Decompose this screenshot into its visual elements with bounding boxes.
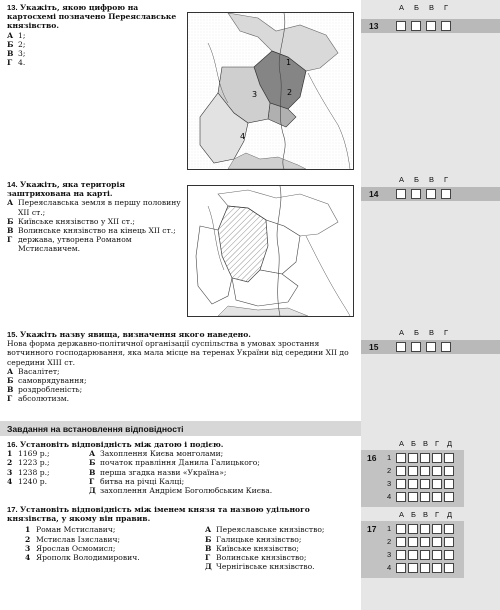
grid-cell[interactable] — [408, 563, 418, 573]
answer-cell-a[interactable] — [396, 21, 406, 31]
question-15 — [7, 330, 352, 404]
grid-cell[interactable] — [396, 524, 406, 534]
answer-cell-b[interactable] — [411, 342, 421, 352]
map-label-1: 1 — [286, 58, 292, 67]
grid-cell[interactable] — [444, 550, 454, 560]
grid-cell[interactable] — [432, 453, 442, 463]
grid-cell[interactable] — [420, 466, 430, 476]
grid-cell[interactable] — [408, 550, 418, 560]
question-number: 14. — [7, 180, 18, 189]
option-a: А Васалітет; — [7, 366, 60, 376]
question-14 — [7, 180, 182, 254]
question-text: Укажіть, яка територія заштрихована на карті. — [7, 180, 125, 199]
answer-cell-b[interactable] — [411, 21, 421, 31]
question-number: 13. — [7, 3, 18, 12]
left-column: 1 1169 р.; 2 1223 р.; 3 1238 р.; 4 1240 р. — [7, 449, 50, 486]
answer-row-15: 15 — [361, 340, 500, 354]
right-column: А Захоплення Києва монголами; Б початок правління Данила Галицького; В перша згадка назви «Україна»; Г битва на річці Калці; Д захоплення Андрієм Боголюбським Києва. — [89, 449, 273, 496]
answer-row-14: 14 — [361, 187, 500, 201]
grid-cell[interactable] — [420, 479, 430, 489]
answer-row-13: 13 — [361, 19, 500, 33]
question-number: 15. — [7, 330, 18, 339]
grid-cell[interactable] — [396, 466, 406, 476]
grid-cell[interactable] — [444, 537, 454, 547]
question-text: Укажіть назву явища, визначення якого наведено. — [19, 330, 251, 339]
question-number: 17. — [7, 505, 18, 514]
option-d: Г 4. — [7, 58, 26, 68]
map-13 — [187, 12, 354, 170]
grid-cell[interactable] — [408, 537, 418, 547]
section-header: Завдання на встановлення відповідності — [0, 421, 361, 436]
question-text: Установіть відповідність між іменем князя та назвою удільного князівства, у якому він правив. — [7, 505, 310, 524]
grid-cell[interactable] — [432, 479, 442, 489]
grid-cell[interactable] — [420, 550, 430, 560]
answer-cell-d[interactable] — [441, 342, 451, 352]
option-b: Б Київське князівство у XII ст.; — [7, 216, 135, 226]
grid-cell[interactable] — [396, 453, 406, 463]
question-number: 16. — [7, 440, 18, 449]
question-16 — [7, 440, 352, 495]
grid-cell[interactable] — [444, 466, 454, 476]
option-a: А Переяславська земля в першу половину XII ст.; — [7, 198, 181, 217]
grid-17: 17 1 2 3 4 — [361, 521, 464, 578]
match-columns — [7, 525, 357, 571]
answer-cell-a[interactable] — [396, 189, 406, 199]
grid-cell[interactable] — [408, 453, 418, 463]
answer-cell-c[interactable] — [426, 21, 436, 31]
grid-cell[interactable] — [396, 550, 406, 560]
grid-cell[interactable] — [432, 537, 442, 547]
grid-cell[interactable] — [444, 492, 454, 502]
grid-cell[interactable] — [432, 466, 442, 476]
grid-cell[interactable] — [444, 524, 454, 534]
option-c: В Волинське князівство на кінець XII ст.; — [7, 226, 176, 236]
grid-cell[interactable] — [396, 479, 406, 489]
answer-cell-d[interactable] — [441, 21, 451, 31]
map-14 — [187, 185, 354, 317]
map-label-2: 2 — [287, 88, 293, 97]
grid-cell[interactable] — [420, 524, 430, 534]
right-column: А Переяславське князівство; Б Галицьке князівство; В Київське князівство; Г Волинське князівство; Д Чернігівське князівство. — [205, 525, 325, 572]
grid-cell[interactable] — [432, 550, 442, 560]
grid-cell[interactable] — [420, 453, 430, 463]
question-17 — [7, 505, 357, 571]
option-a: А 1; — [7, 30, 26, 40]
option-b: Б 2; — [7, 39, 26, 49]
grid-cell[interactable] — [444, 563, 454, 573]
grid-cell[interactable] — [396, 537, 406, 547]
answer-grid-17: А Б В Г Д 17 1 2 3 4 — [361, 508, 500, 580]
grid-cell[interactable] — [420, 492, 430, 502]
grid-cell[interactable] — [444, 453, 454, 463]
grid-cell[interactable] — [408, 466, 418, 476]
option-c: В 3; — [7, 49, 26, 59]
map-13-drawing — [188, 13, 353, 169]
grid-16: 16 1 2 3 4 — [361, 450, 464, 507]
answer-cell-a[interactable] — [396, 342, 406, 352]
grid-cell[interactable] — [432, 492, 442, 502]
option-d: Г держава, утворена Романом Мстиславичем. — [7, 235, 132, 254]
answer-cell-c[interactable] — [426, 189, 436, 199]
map-label-3: 3 — [252, 90, 258, 99]
answer-grid-16: А Б В Г Д 16 1 2 3 4 — [361, 437, 500, 509]
match-columns — [7, 449, 352, 495]
answer-cell-d[interactable] — [441, 189, 451, 199]
question-text: Установіть відповідність між датою і подією. — [19, 440, 224, 449]
question-text: Укажіть, якою цифрою на картосхемі позначено Переяславське князівство. — [7, 3, 177, 31]
grid-cell[interactable] — [444, 479, 454, 489]
grid-cell[interactable] — [408, 492, 418, 502]
definition-text: Нова форма державно-політичної організації суспільства в умовах зростання вотчинного господарювання, яка мала місце на теренах України від середини XII до середини XIII ст. — [7, 339, 349, 367]
answer-cell-b[interactable] — [411, 189, 421, 199]
grid-cell[interactable] — [420, 563, 430, 573]
grid-cell[interactable] — [432, 563, 442, 573]
question-13 — [7, 3, 180, 67]
grid-cell[interactable] — [396, 492, 406, 502]
option-d: Г абсолютизм. — [7, 394, 70, 404]
grid-cell[interactable] — [396, 563, 406, 573]
map-14-drawing — [188, 186, 353, 316]
left-column: 1 Роман Мстиславич; 2 Мстислав Ізяславич; 3 Ярослав Осмомисл; 4 Ярополк Володимирович. — [25, 525, 140, 563]
option-b: Б самоврядування; — [7, 376, 87, 386]
grid-cell[interactable] — [420, 537, 430, 547]
grid-cell[interactable] — [432, 524, 442, 534]
grid-cell[interactable] — [408, 479, 418, 489]
grid-cell[interactable] — [408, 524, 418, 534]
option-c: В роздробленість; — [7, 385, 83, 395]
map-label-4: 4 — [240, 132, 246, 141]
answer-cell-c[interactable] — [426, 342, 436, 352]
